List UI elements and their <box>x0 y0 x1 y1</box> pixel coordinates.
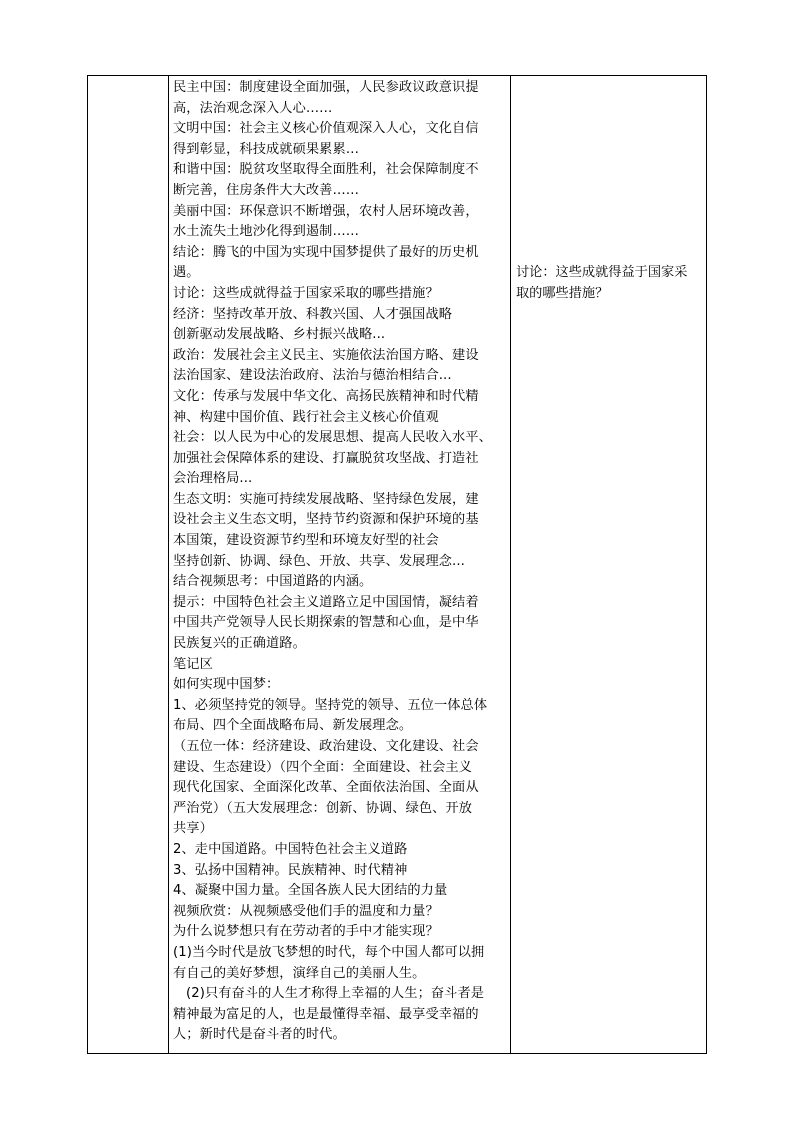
content-line: 精神最为富足的人，也是最懂得幸福、最享受幸福的 <box>173 1006 479 1022</box>
column-divider-right <box>510 76 511 1053</box>
content-line: 得到彰显，科技成就硕果累累… <box>173 141 360 157</box>
content-line: 中国共产党领导人民长期探索的智慧和心血，是中华 <box>173 615 479 631</box>
content-line: 人；新时代是奋斗者的时代。 <box>173 1027 346 1043</box>
content-line: 神、构建中国价值、践行社会主义核心价值观 <box>173 409 439 425</box>
content-line: 水土流失土地沙化得到遏制…… <box>173 224 360 240</box>
content-line: 本国策，建设资源节约型和环境友好型的社会 <box>173 533 439 549</box>
student-activity-cell <box>516 263 704 304</box>
content-line: （五位一体：经济建设、政治建设、文化建设、社会 <box>173 739 479 754</box>
teaching-content-cell <box>173 78 507 1046</box>
content-line: 视频欣赏：从视频感受他们手的温度和力量？ <box>173 903 439 919</box>
content-line: 高，法治观念深入人心…… <box>173 100 333 116</box>
content-line: 断完善，住房条件大大改善…… <box>173 182 360 198</box>
content-line: 讨论：这些成就得益于国家采取的哪些措施？ <box>173 285 439 301</box>
content-line: (1)当今时代是放飞梦想的时代，每个中国人都可以拥 <box>173 944 485 960</box>
activity-line: 取的哪些措施？ <box>516 285 609 301</box>
content-line: 设社会主义生态文明，坚持节约资源和保护环境的基 <box>173 512 479 528</box>
content-line: 提示：中国特色社会主义道路立足中国国情，凝结着 <box>173 594 479 610</box>
content-line: 结论：腾飞的中国为实现中国梦提供了最好的历史机 <box>173 244 479 260</box>
column-divider-left <box>168 76 169 1053</box>
content-line: 布局、四个全面战略布局、新发展理念。 <box>173 718 413 734</box>
activity-line: 讨论：这些成就得益于国家采 <box>516 265 688 280</box>
lesson-table <box>87 75 707 1054</box>
content-line: (2)只有奋斗的人生才称得上幸福的人生；奋斗者是 <box>186 986 485 1002</box>
content-line: 社会：以人民为中心的发展思想、提高人民收入水平、 <box>173 430 492 446</box>
content-line: 3、弘扬中国精神。民族精神、时代精神 <box>173 862 408 878</box>
content-line: 如何实现中国梦： <box>173 677 280 693</box>
content-line: 加强社会保障体系的建设、打赢脱贫攻坚战、打造社 <box>173 450 479 466</box>
content-line: 4、凝聚中国力量。全国各族人民大团结的力量 <box>173 883 448 899</box>
content-line: 法治国家、建设法治政府、法治与德治相结合... <box>173 368 452 384</box>
content-line: 政治：发展社会主义民主、实施依法治国方略、建设 <box>173 347 479 363</box>
content-line: 坚持创新、协调、绿色、开放、共享、发展理念... <box>173 553 465 569</box>
content-line: 会治理格局... <box>173 471 253 487</box>
content-line: 文明中国：社会主义核心价值观深入人心，文化自信 <box>173 121 479 137</box>
content-line: 2、走中国道路。中国特色社会主义道路 <box>173 841 408 857</box>
content-line: 生态文明：实施可持续发展战略、坚持绿色发展，建 <box>173 491 479 507</box>
content-line: 和谐中国：脱贫攻坚取得全面胜利，社会保障制度不 <box>173 162 479 178</box>
content-line: 美丽中国：环保意识不断增强，农村人居环境改善， <box>173 203 479 219</box>
content-line: 现代化国家、全面深化改革、全面依法治国、全面从 <box>173 780 479 796</box>
content-line: 创新驱动发展战略、乡村振兴战略... <box>173 327 386 343</box>
content-line: 民主中国：制度建设全面加强，人民参政议政意识提 <box>173 80 479 95</box>
content-line: 严治党）（五大发展理念：创新、协调、绿色、开放 <box>173 800 473 816</box>
content-line: 为什么说梦想只有在劳动者的手中才能实现？ <box>173 924 439 940</box>
content-line: 建设、生态建设）（四个全面：全面建设、社会主义 <box>173 759 473 775</box>
content-line: 文化：传承与发展中华文化、高扬民族精神和时代精 <box>173 388 479 404</box>
content-line: 结合视频思考：中国道路的内涵。 <box>173 574 373 590</box>
notes-heading: 笔记区 <box>173 656 213 672</box>
content-line: 1、必须坚持党的领导。坚持党的领导、五位一体总体 <box>173 697 488 713</box>
content-line: 经济：坚持改革开放、科教兴国、人才强国战略 <box>173 306 453 322</box>
content-line: 民族复兴的正确道路。 <box>173 636 306 652</box>
content-line: 遇。 <box>173 265 200 281</box>
content-line: 共享） <box>173 821 213 837</box>
content-line: 有自己的美好梦想，演绎自己的美丽人生。 <box>173 965 426 981</box>
